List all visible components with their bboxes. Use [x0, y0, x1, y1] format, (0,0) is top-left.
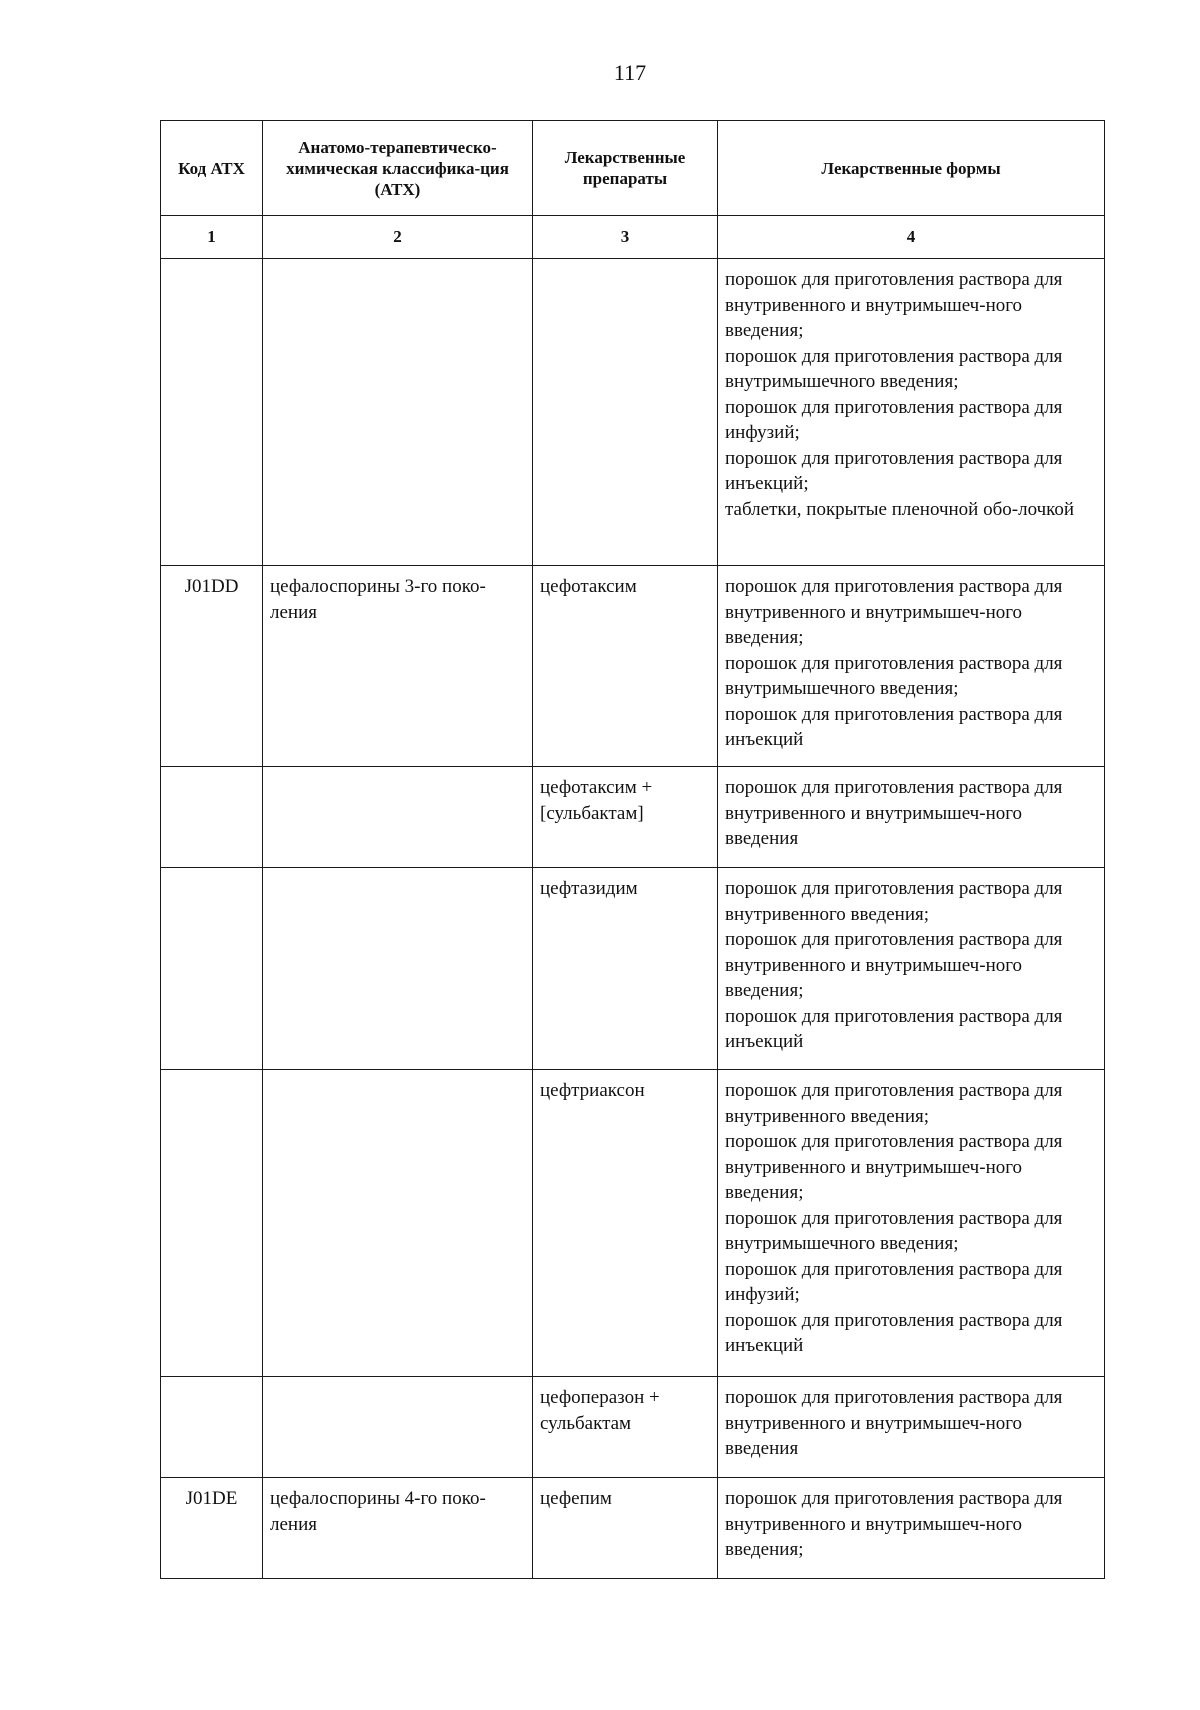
table-row [161, 1070, 1105, 1377]
dosage-form-item: порошок для приготовления раствора для инъекций [725, 1309, 1063, 1356]
classification-cell [263, 1377, 533, 1478]
dosage-form-item: порошок для приготовления раствора для внутривенного и внутримышеч-ного введения; [725, 576, 1063, 648]
dosage-form-item: порошок для приготовления раствора для внутривенного введения; [725, 878, 1063, 925]
classification-cell: цефалоспорины 4-го поко-ления [263, 1478, 533, 1579]
drug-name-cell [533, 259, 718, 566]
drug-name-cell: цефтриаксон [533, 1070, 718, 1377]
header-atc-code: Код АТХ [161, 121, 263, 216]
dosage-form-item: порошок для приготовления раствора для инфузий; [725, 1258, 1063, 1305]
column-number: 2 [263, 216, 533, 259]
header-dosage-forms: Лекарственные формы [718, 121, 1105, 216]
table-row [161, 1478, 1105, 1579]
dosage-form-item: порошок для приготовления раствора для инъекций [725, 1005, 1063, 1052]
page-number: 117 [613, 60, 647, 85]
drug-name-cell: цефепим [533, 1478, 718, 1579]
classification-cell [263, 259, 533, 566]
atc-code-cell [161, 868, 263, 1070]
header-row [161, 121, 1105, 216]
dosage-form-item: порошок для приготовления раствора для инъекций [725, 703, 1063, 750]
dosage-forms-cell [718, 767, 1105, 868]
drug-name-cell: цефотаксим [533, 566, 718, 767]
dosage-forms-cell [718, 1377, 1105, 1478]
atc-code-cell [161, 767, 263, 868]
dosage-form-item: порошок для приготовления раствора для внутривенного и внутримышеч-ного введения; [725, 929, 1063, 1001]
column-number: 4 [718, 216, 1105, 259]
dosage-form-item: порошок для приготовления раствора для внутривенного и внутримышеч-ного введения [725, 1387, 1063, 1459]
drug-name-cell: цефтазидим [533, 868, 718, 1070]
atc-table [160, 120, 1105, 1579]
table-row [161, 868, 1105, 1070]
column-number: 3 [533, 216, 718, 259]
classification-cell [263, 767, 533, 868]
dosage-form-item: порошок для приготовления раствора для внутримышечного введения; [725, 1207, 1063, 1254]
dosage-form-item: порошок для приготовления раствора для внутримышечного введения; [725, 345, 1063, 392]
atc-code-cell: J01DE [161, 1478, 263, 1579]
drug-name-cell: цефоперазон + сульбактам [533, 1377, 718, 1478]
dosage-form-item: порошок для приготовления раствора для внутривенного и внутримышеч-ного введения; [725, 1488, 1063, 1560]
dosage-forms-cell [718, 868, 1105, 1070]
dosage-form-item: порошок для приготовления раствора для внутримышечного введения; [725, 652, 1063, 699]
table-row [161, 566, 1105, 767]
classification-cell [263, 868, 533, 1070]
table-row [161, 767, 1105, 868]
header-atc-classification: Анатомо-терапевтическо-химическая классифика-ция (АТХ) [263, 121, 533, 216]
atc-code-cell: J01DD [161, 566, 263, 767]
dosage-form-item: порошок для приготовления раствора для внутривенного и внутримышеч-ного введения; [725, 1131, 1063, 1203]
dosage-forms-cell [718, 1478, 1105, 1579]
dosage-form-item: таблетки, покрытые пленочной обо-лочкой [725, 498, 1075, 520]
atc-code-cell [161, 259, 263, 566]
dosage-forms-cell [718, 566, 1105, 767]
drug-name-cell: цефотаксим + [сульбактам] [533, 767, 718, 868]
atc-code-cell [161, 1377, 263, 1478]
dosage-forms-cell [718, 259, 1105, 566]
dosage-form-item: порошок для приготовления раствора для инфузий; [725, 396, 1063, 443]
classification-cell [263, 1070, 533, 1377]
header-drugs: Лекарственные препараты [533, 121, 718, 216]
dosage-form-item: порошок для приготовления раствора для внутривенного и внутримышеч-ного введения [725, 777, 1063, 849]
dosage-forms-cell [718, 1070, 1105, 1377]
classification-cell: цефалоспорины 3-го поко-ления [263, 566, 533, 767]
column-number-row [161, 216, 1105, 259]
column-number: 1 [161, 216, 263, 259]
table-row [161, 259, 1105, 566]
table-body [161, 259, 1105, 1579]
table-row [161, 1377, 1105, 1478]
dosage-form-item: порошок для приготовления раствора для внутривенного введения; [725, 1080, 1063, 1127]
dosage-form-item: порошок для приготовления раствора для инъекций; [725, 447, 1063, 494]
atc-code-cell [161, 1070, 263, 1377]
dosage-form-item: порошок для приготовления раствора для внутривенного и внутримышеч-ного введения; [725, 269, 1063, 341]
